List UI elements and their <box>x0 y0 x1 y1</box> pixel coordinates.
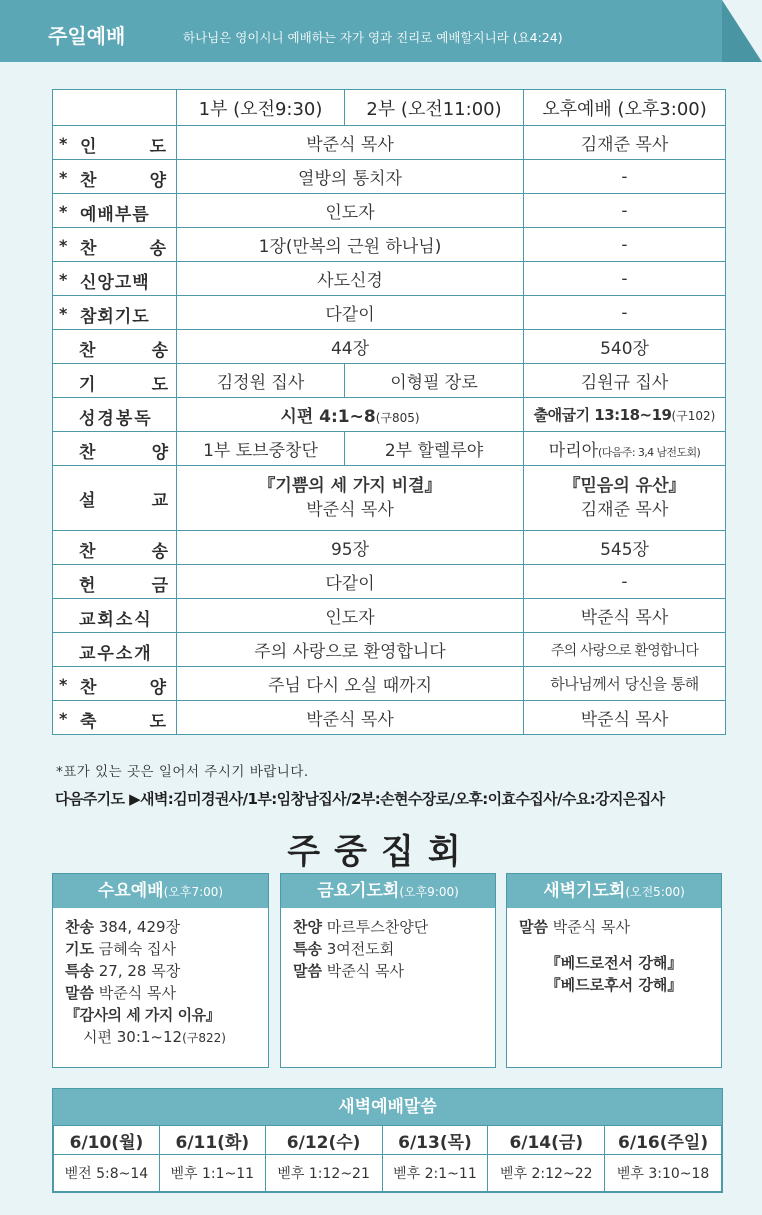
table-row <box>53 667 726 701</box>
corner-cell <box>53 90 177 126</box>
table-row <box>53 599 726 633</box>
table-row <box>53 565 726 599</box>
row-label: * 신앙고백 <box>53 262 177 296</box>
header <box>0 0 762 64</box>
cell-second: 이형필 장로 <box>345 364 524 398</box>
table-row <box>53 701 726 735</box>
worship-order-table <box>52 89 726 735</box>
table-row <box>53 633 726 667</box>
row-label: * 참회기도 <box>53 296 177 330</box>
row-label: 교우소개 <box>53 633 177 667</box>
box-header: 금요기도회(오후9:00) <box>281 874 495 908</box>
schedule-title: 새벽예배말씀 <box>53 1089 722 1125</box>
cell-morning: 주님 다시 오실 때까지 <box>177 667 524 701</box>
cell-afternoon: 『믿음의 유산』 김재준 목사 <box>524 466 726 531</box>
page-title: 주일예배 <box>48 24 126 48</box>
cell-morning: 『기쁨의 세 가지 비결』 박준식 목사 <box>177 466 524 531</box>
table-row <box>53 262 726 296</box>
box-content: 찬양 마르투스찬양단 특송 3여전도회 말씀 박준식 목사 <box>293 918 429 980</box>
cell-afternoon: - <box>524 262 726 296</box>
row-label: * 축 도 <box>53 701 177 735</box>
dawn-prayer-box <box>506 873 722 1068</box>
schedule-days-row <box>54 1126 722 1155</box>
row-label: 성경봉독 <box>53 398 177 432</box>
row-label: 찬 양 <box>53 432 177 466</box>
col-second-service: 2부 (오전11:00) <box>345 90 524 126</box>
cell-morning: 44장 <box>177 330 524 364</box>
schedule-day: 6/13(목) <box>382 1126 488 1155</box>
next-week-prayer: 다음주기도 ▶새벽:김미경권사/1부:임창남집사/2부:손현수장로/오후:이효수집사/수요:강지은집사 <box>55 790 665 808</box>
cell-second: 2부 할렐루야 <box>345 432 524 466</box>
box-header: 수요예배(오후7:00) <box>53 874 268 908</box>
cell-afternoon: 545장 <box>524 531 726 565</box>
schedule-table <box>53 1125 722 1192</box>
schedule-passage: 벧후 1:1~11 <box>159 1155 265 1192</box>
schedule-day: 6/14(금) <box>488 1126 605 1155</box>
table-row <box>53 296 726 330</box>
row-label: 기 도 <box>53 364 177 398</box>
schedule-day: 6/16(주일) <box>605 1126 722 1155</box>
cell-afternoon: 김재준 목사 <box>524 126 726 160</box>
schedule-day: 6/11(화) <box>159 1126 265 1155</box>
cell-afternoon: - <box>524 296 726 330</box>
row-label: 헌 금 <box>53 565 177 599</box>
cell-afternoon: 박준식 목사 <box>524 599 726 633</box>
wednesday-service-box <box>52 873 269 1068</box>
schedule-passage: 벧전 5:8~14 <box>54 1155 160 1192</box>
standing-note: *표가 있는 곳은 일어서 주시기 바랍니다. <box>56 764 309 780</box>
friday-prayer-box <box>280 873 496 1068</box>
cell-morning: 사도신경 <box>177 262 524 296</box>
row-label: * 인 도 <box>53 126 177 160</box>
row-label: * 찬 양 <box>53 160 177 194</box>
schedule-day: 6/12(수) <box>265 1126 382 1155</box>
row-label: * 예배부름 <box>53 194 177 228</box>
cell-afternoon: 주의 사랑으로 환영합니다 <box>524 633 726 667</box>
table-row <box>53 194 726 228</box>
cell-morning: 다같이 <box>177 296 524 330</box>
cell-afternoon: - <box>524 228 726 262</box>
cell-morning: 주의 사랑으로 환영합니다 <box>177 633 524 667</box>
header-verse: 하나님은 영이시니 예배하는 자가 영과 진리로 예배할지니라 (요4:24) <box>183 30 563 45</box>
cell-first: 김정원 집사 <box>177 364 345 398</box>
cell-morning: 박준식 목사 <box>177 126 524 160</box>
schedule-passages-row <box>54 1155 722 1192</box>
table-row <box>53 432 726 466</box>
box-header: 새벽기도회(오전5:00) <box>507 874 721 908</box>
table-row <box>53 160 726 194</box>
dawn-schedule <box>52 1088 723 1193</box>
cell-morning: 박준식 목사 <box>177 701 524 735</box>
cell-afternoon: - <box>524 160 726 194</box>
schedule-passage: 벧후 2:12~22 <box>488 1155 605 1192</box>
box-content: 찬송 384, 429장 기도 금혜숙 집사 특송 27, 28 목장 말씀 박준식 목사 『감사의 세 가지 이유』 시편 30:1~12(구822) <box>65 918 226 1046</box>
header-fold <box>722 0 762 62</box>
cell-first: 1부 토브중창단 <box>177 432 345 466</box>
row-label: 찬 송 <box>53 531 177 565</box>
row-label: * 찬 송 <box>53 228 177 262</box>
cell-afternoon: 출애굽기 13:18~19(구102) <box>524 398 726 432</box>
row-label: 교회소식 <box>53 599 177 633</box>
cell-afternoon: 하나님께서 당신을 통해 <box>524 667 726 701</box>
cell-afternoon: 540장 <box>524 330 726 364</box>
table-row <box>53 531 726 565</box>
cell-afternoon: 김원규 집사 <box>524 364 726 398</box>
weekday-gatherings-title: 주중집회 <box>287 832 475 872</box>
row-label: * 찬 양 <box>53 667 177 701</box>
cell-morning: 인도자 <box>177 194 524 228</box>
table-row <box>53 228 726 262</box>
row-label: 설 교 <box>53 466 177 531</box>
table-row <box>53 466 726 531</box>
schedule-day: 6/10(월) <box>54 1126 160 1155</box>
box-content: 말씀 박준식 목사 『베드로전서 강해』 『베드로후서 강해』 <box>519 918 683 994</box>
cell-afternoon: 박준식 목사 <box>524 701 726 735</box>
table-header-row <box>53 90 726 126</box>
col-afternoon-service: 오후예배 (오후3:00) <box>524 90 726 126</box>
cell-morning: 열방의 통치자 <box>177 160 524 194</box>
cell-afternoon: 마리아(다음주: 3,4 남전도회) <box>524 432 726 466</box>
table-row <box>53 330 726 364</box>
table-row <box>53 126 726 160</box>
cell-morning: 다같이 <box>177 565 524 599</box>
cell-afternoon: - <box>524 194 726 228</box>
schedule-passage: 벧후 1:12~21 <box>265 1155 382 1192</box>
col-first-service: 1부 (오전9:30) <box>177 90 345 126</box>
cell-morning: 인도자 <box>177 599 524 633</box>
table-row <box>53 364 726 398</box>
cell-morning: 95장 <box>177 531 524 565</box>
cell-morning: 1장(만복의 근원 하나님) <box>177 228 524 262</box>
table-row <box>53 398 726 432</box>
schedule-passage: 벧후 2:1~11 <box>382 1155 488 1192</box>
cell-morning: 시편 4:1~8(구805) <box>177 398 524 432</box>
schedule-passage: 벧후 3:10~18 <box>605 1155 722 1192</box>
cell-afternoon: - <box>524 565 726 599</box>
row-label: 찬 송 <box>53 330 177 364</box>
